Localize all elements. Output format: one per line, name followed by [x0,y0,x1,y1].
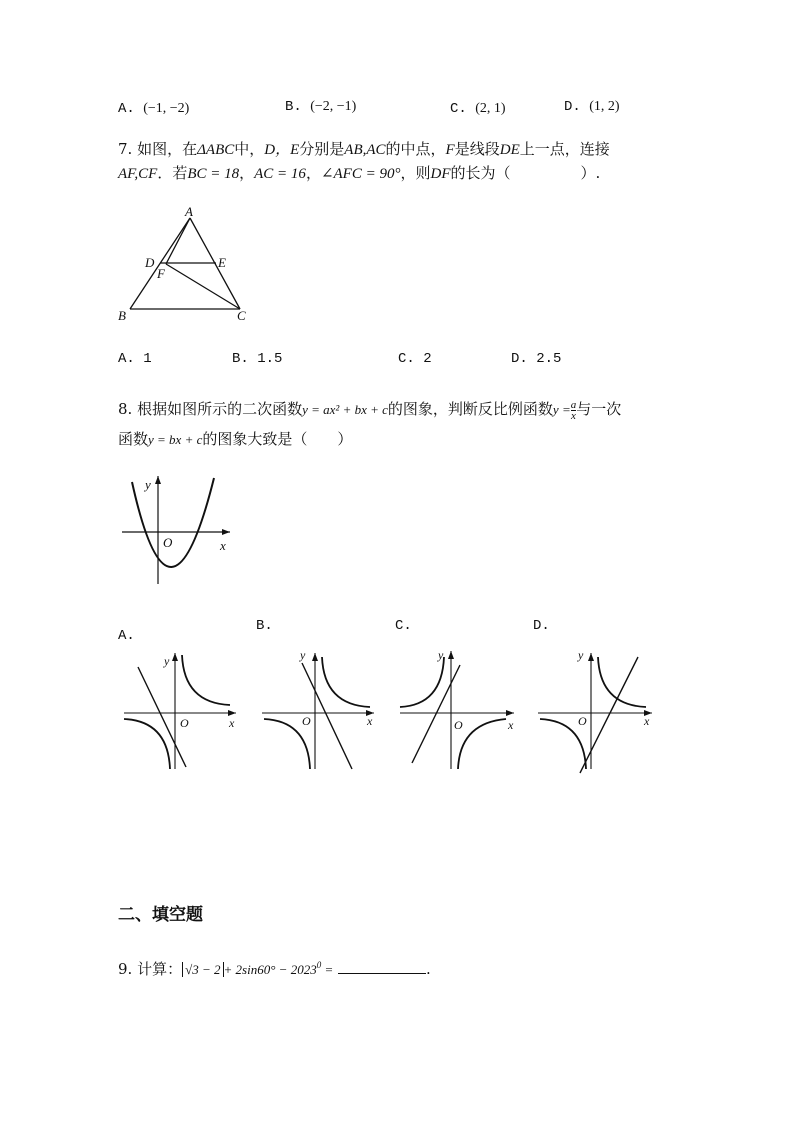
label-e: E [218,255,226,270]
q9-line: 9. 计算： $√3 - 2 + 2\sin 60^\circ - 2023^0$ = . [118,960,431,978]
origin-label: O [163,535,173,550]
q6-option-d-value: (1, 2) [589,99,620,114]
origin-label: O [578,714,587,728]
q9-number: 9. [118,960,133,978]
q8-choice-b-graph [258,645,383,775]
origin-label: O [302,714,311,728]
axis-label-y: y [578,648,584,662]
hyperbola-branch-lower [124,719,170,769]
hyperbola-branch-lower-right [458,719,506,769]
label-d: D [145,255,155,270]
q9-absolute-value: √3 − 2 [182,962,223,977]
y-axis-arrow [155,476,161,484]
linear-graph [580,657,638,773]
axis-label-y: y [164,654,170,668]
hyperbola-branch-upper [598,657,646,707]
label-f: F [157,266,165,281]
q7-option-a: A. 1 [118,351,152,367]
x-axis-arrow [222,529,230,535]
q6-option-a: A. (−1, −2) [118,101,190,117]
label-c: C [237,308,246,323]
q7-option-d: D. 2.5 [511,351,562,367]
axis-label-x: x [367,714,373,728]
q6-option-b: B. (−2, −1) [285,99,357,115]
section-title: 二、填空题 [118,905,203,925]
q6-option-c: C. (2, 1) [450,101,506,117]
q8-choice-c-label: C. [395,618,412,634]
hyperbola-branch-upper [322,657,370,707]
q8-choice-c-graph [396,645,521,775]
origin-label: O [180,716,189,730]
q7-option-c: C. 2 [398,351,432,367]
y-axis-arrow [448,651,454,659]
q7-number: 7. [118,140,133,158]
q8-choice-a-label: A. [118,628,135,644]
axis-label-x: x [220,538,226,553]
q7-triangle-figure [112,203,262,325]
label-a: A [185,204,193,219]
linear-graph [138,667,186,767]
hyperbola-branch-upper [182,655,230,705]
label-b: B [118,308,126,323]
x-axis-arrow [506,710,514,716]
axis-label-x: x [644,714,650,728]
q6-option-d: D. (1, 2) [564,99,620,115]
q8-choice-d-graph [534,645,662,775]
hyperbola-branch-upper-left [400,657,444,707]
q6-option-c-value: (2, 1) [475,101,506,116]
q7-line2: AF,CF．若BC = 18，AC = 16，∠AFC = 90°，则DF的长为（ ）. [118,164,601,182]
q8-number: 8. [118,400,133,418]
segment-af [166,218,190,264]
axis-label-x: x [229,716,235,730]
linear-graph [412,665,460,763]
y-axis-arrow [588,653,594,661]
q8-choice-a-graph [120,645,245,775]
q9-answer-blank[interactable] [338,959,426,974]
q8-choice-d-label: D. [533,618,550,634]
axis-label-x: x [508,718,514,732]
axis-label-y: y [145,477,151,492]
q8-choice-b-label: B. [256,618,273,634]
q8-line2: 函数y = bx + c的图象大致是（ ） [118,430,353,448]
y-axis-arrow [172,653,178,661]
axis-label-y: y [300,648,306,662]
q8-line1: 8. 根据如图所示的二次函数y = ax² + bx + c的图象，判断反比例函数y = $\frac{a}{x}$ 与一次 [118,398,622,422]
y-axis-arrow [312,653,318,661]
segment-cf [166,264,240,309]
q7-option-b: B. 1.5 [232,351,283,367]
q7-line1: 7. 如图，在ΔABC中，D，E分别是AB,AC的中点，F是线段DE上一点，连接 [118,140,610,158]
q8-parabola-figure [118,470,240,586]
q6-option-b-value: (−2, −1) [310,99,357,114]
q8-fraction: $\frac{a}{x}$ [570,398,577,422]
axis-label-y: y [438,648,444,662]
q6-option-a-value: (−1, −2) [143,101,190,116]
origin-label: O [454,718,463,732]
